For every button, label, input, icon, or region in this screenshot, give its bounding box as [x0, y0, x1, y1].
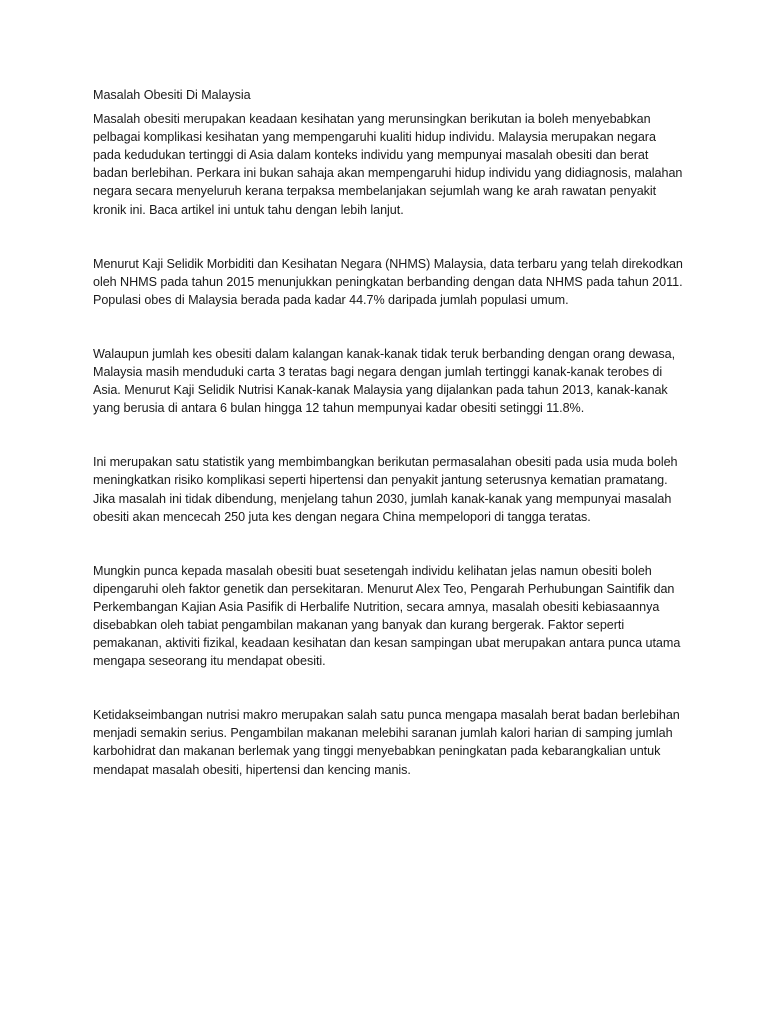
document-title: Masalah Obesiti Di Malaysia: [93, 88, 251, 102]
paragraph-risk-projection: Ini merupakan satu statistik yang membimbangkan berikutan permasalahan obesiti pada usia muda boleh meningkatkan risiko komplikasi seperti hipertensi dan penyakit jantung seterusnya kematian pramatang. Jika masalah ini tidak dibendung, menjelang tahun 2030, jumlah kanak-kanak yang mempunyai masalah obesiti akan mencecah 250 juta kes dengan negara China mempelopori di tangga teratas.: [93, 455, 678, 524]
paragraph-nutrition-imbalance: Ketidakseimbangan nutrisi makro merupakan salah satu punca mengapa masalah berat badan berlebihan menjadi semakin serius. Pengambilan makanan melebihi saranan jumlah kalori harian di samping jumlah karbohidrat dan makanan berlemak yang tinggi menyebabkan peningkatan pada kebarangkalian untuk mendapat masalah obesiti, hipertensi dan kencing manis.: [93, 708, 680, 777]
paragraph-nhms-statistics: Menurut Kaji Selidik Morbiditi dan Kesihatan Negara (NHMS) Malaysia, data terbaru yang telah direkodkan oleh NHMS pada tahun 2015 menunjukkan peningkatan berbanding dengan data NHMS pada tahun 2011. Populasi obes di Malaysia berada pada kadar 44.7% daripada jumlah populasi umum.: [93, 256, 683, 307]
paragraph-child-obesity: Walaupun jumlah kes obesiti dalam kalangan kanak-kanak tidak teruk berbanding dengan orang dewasa, Malaysia masih menduduki carta 3 teratas bagi negara dengan jumlah tertinggi kanak-kanak terobes di Asia. Menurut Kaji Selidik Nutrisi Kanak-kanak Malaysia yang dijalankan pada tahun 2013, kanak-kanak yang berusia di antara 6 bulan hingga 12 tahun mempunyai kadar obesiti setinggi 11.8%.: [93, 346, 676, 416]
document-body: [93, 86, 683, 779]
paragraph-causes: Mungkin punca kepada masalah obesiti buat sesetengah individu kelihatan jelas namun obesiti boleh dipengaruhi oleh faktor genetik dan persekitaran. Menurut Alex Teo, Pengarah Perhubungan Saintifik dan Perkembangan Kajian Asia Pasifik di Herbalife Nutrition, secara amnya, masalah obesiti kebiasaannya disebabkan oleh tabiat pengambilan makanan yang banyak dan kurang bergerak. Faktor seperti pemakanan, aktiviti fizikal, keadaan kesihatan dan kesan sampingan ubat merupakan antara punca utama mengapa seseorang itu mendapat obesiti.: [93, 563, 681, 669]
paragraph-intro: Masalah obesiti merupakan keadaan kesihatan yang merunsingkan berikutan ia boleh menyebabkan pelbagai komplikasi kesihatan yang mempengaruhi kualiti hidup individu. Malaysia merupakan negara pada kedudukan tertinggi di Asia dalam konteks individu yang mempunyai masalah obesiti dan berat badan berlebihan. Perkara ini bukan sahaja akan mempengaruhi hidup individu yang didiagnosis, malahan negara secara menyeluruh kerana terpaksa membelanjakan sejumlah wang ke arah rawatan penyakit kronik ini. Baca artikel ini untuk tahu dengan lebih lanjut.: [93, 112, 683, 217]
